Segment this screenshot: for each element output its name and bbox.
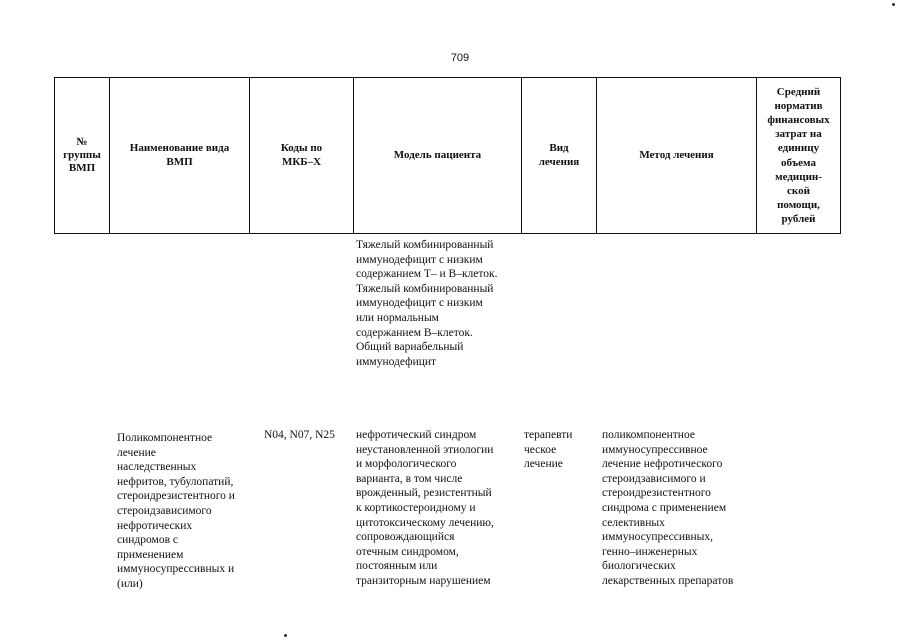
header-icd-codes: [250, 78, 354, 234]
row-vmp-name: Поликомпонентное лечение наследственных нефритов, тубулопатий, стероидрезистентного и стероидзависимого нефротических синдромов с применением иммуносупрессивных и (или): [117, 432, 235, 590]
header-group-number: [55, 78, 110, 234]
header-patient-model-text: Модель пациента: [393, 148, 482, 161]
continued-patient-model: Тяжелый комбинированный иммунодефицит с низким содержанием Т– и В–клеток. Тяжелый комбинированный иммунодефицит с низким или нормальным содержанием В–клеток. Общий вариабельный иммунодефицит: [356, 239, 498, 368]
page-number: 709: [450, 52, 470, 64]
header-vmp-name-text: Наименование вида ВМП: [129, 142, 230, 168]
header-treatment-method-text: Метод лечения: [639, 148, 714, 161]
header-average-cost-text: Средний норматив финансовых затрат на единицу объема медицин- ской помощи, рублей: [767, 86, 830, 225]
row-patient-model: нефротический синдром неустановленной этиологии и морфологического варианта, в том числе врожденный, резистентный к кортикостероидному и цитотоксическому лечению, сопровождающийся отечным синдромом, постоянным или транзиторным нарушением: [356, 429, 494, 587]
scan-speck: [284, 634, 287, 637]
header-treatment-type: [522, 78, 597, 234]
header-patient-model: [354, 78, 522, 234]
header-treatment-method: [597, 78, 757, 234]
row-treatment-method: поликомпонентное иммуносупрессивное лечение нефротического стероидзависимого и стероидрезистентного синдрома с применением селективных иммуносупрессивных, генно–инженерных биологических лекарственных препаратов: [602, 429, 734, 587]
scan-speck: [892, 3, 895, 6]
row-icd-codes: N04, N07, N25: [264, 429, 335, 441]
header-vmp-name: [110, 78, 250, 234]
header-group-number-text: № группы ВМП: [63, 135, 101, 175]
header-average-cost: [757, 78, 841, 234]
table-header: [54, 77, 841, 234]
header-treatment-type-text: Вид лечения: [538, 142, 580, 168]
header-icd-codes-text: Коды по МКБ–Х: [280, 142, 323, 168]
row-treatment-type: терапевти ческое лечение: [524, 429, 573, 471]
